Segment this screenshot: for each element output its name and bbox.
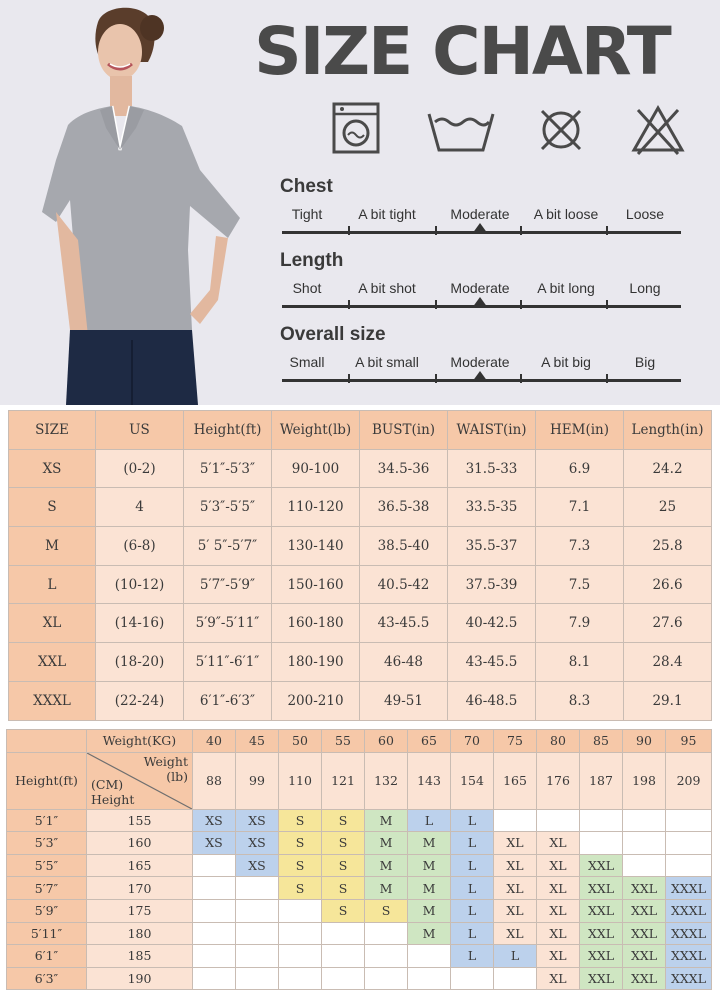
grid-kg-value: 40 xyxy=(193,730,236,753)
grid-kg-value: 80 xyxy=(537,730,580,753)
grid-kg-value: 75 xyxy=(494,730,537,753)
grid-kg-value: 85 xyxy=(580,730,623,753)
fit-scale-tick xyxy=(520,226,522,235)
size-table-row xyxy=(9,449,712,488)
grid-height-ft: 5′7″ xyxy=(7,877,87,900)
grid-size-cell: XL xyxy=(537,854,580,877)
grid-size-cell: S xyxy=(322,809,365,832)
fit-label: Tight xyxy=(291,206,323,222)
grid-size-cell: L xyxy=(451,809,494,832)
fit-label: A bit shot xyxy=(358,280,416,296)
fit-scale-chest xyxy=(280,174,685,236)
size-table-cell: 130-140 xyxy=(272,527,360,566)
size-table-row xyxy=(9,604,712,643)
size-table-cell: (10-12) xyxy=(96,565,184,604)
grid-kg-value: 90 xyxy=(623,730,666,753)
grid-row xyxy=(7,967,712,990)
grid-size-cell: S xyxy=(279,832,322,855)
grid-lb-value: 99 xyxy=(236,752,279,809)
fit-label: Long xyxy=(629,280,661,296)
grid-size-cell: M xyxy=(365,832,408,855)
grid-lb-value: 209 xyxy=(666,752,712,809)
fit-label: A bit small xyxy=(355,354,419,370)
grid-height-cm: 165 xyxy=(87,854,193,877)
grid-size-cell: S xyxy=(322,832,365,855)
grid-size-cell xyxy=(580,832,623,855)
fit-marker-triangle xyxy=(472,371,488,382)
grid-size-cell xyxy=(623,854,666,877)
grid-height-cm: 190 xyxy=(87,967,193,990)
fit-marker-triangle xyxy=(472,297,488,308)
grid-row xyxy=(7,945,712,968)
size-table-cell: 40.5-42 xyxy=(360,565,448,604)
size-table-cell: (14-16) xyxy=(96,604,184,643)
size-table-cell: 36.5-38 xyxy=(360,488,448,527)
size-table-cell: 5′1″-5′3″ xyxy=(184,449,272,488)
size-table-cell: 8.3 xyxy=(536,681,624,720)
grid-size-cell: XXL xyxy=(623,899,666,922)
fit-scale-bar xyxy=(280,348,685,384)
grid-size-cell: XXXL xyxy=(666,899,712,922)
grid-height-ft: 6′1″ xyxy=(7,945,87,968)
size-table-cell: 24.2 xyxy=(624,449,712,488)
grid-kg-row xyxy=(7,730,712,753)
grid-size-cell: M xyxy=(408,922,451,945)
size-table-cell: 5′9″-5′11″ xyxy=(184,604,272,643)
grid-row xyxy=(7,922,712,945)
grid-corner-wrap xyxy=(87,753,192,809)
grid-size-cell: XXL xyxy=(580,967,623,990)
grid-kg-value: 70 xyxy=(451,730,494,753)
size-table-cell: 27.6 xyxy=(624,604,712,643)
size-table-header-row xyxy=(9,411,712,450)
fit-label: Moderate xyxy=(450,280,510,296)
size-table-cell: 46-48.5 xyxy=(448,681,536,720)
grid-height-cm: 180 xyxy=(87,922,193,945)
size-table-cell: 7.5 xyxy=(536,565,624,604)
grid-size-cell: M xyxy=(408,877,451,900)
fit-heading: Overall size xyxy=(280,324,386,345)
grid-height-ft: 5′11″ xyxy=(7,922,87,945)
grid-size-cell: L xyxy=(451,854,494,877)
grid-size-cell: L xyxy=(451,899,494,922)
fit-scale-overall-size xyxy=(280,322,685,384)
grid-height-cm: 170 xyxy=(87,877,193,900)
size-table-cell: 25.8 xyxy=(624,527,712,566)
grid-size-cell: XXXL xyxy=(666,967,712,990)
size-table-cell: (18-20) xyxy=(96,643,184,682)
grid-size-cell: XXXL xyxy=(666,877,712,900)
size-table-cell: (0-2) xyxy=(96,449,184,488)
size-label-cell: XXL xyxy=(9,643,96,682)
size-table-row xyxy=(9,565,712,604)
fit-label: A bit tight xyxy=(358,206,416,222)
fit-label: Small xyxy=(289,354,325,370)
size-label-cell: XXXL xyxy=(9,681,96,720)
grid-lb-value: 110 xyxy=(279,752,322,809)
grid-size-cell: XL xyxy=(537,967,580,990)
grid-height-cm: 185 xyxy=(87,945,193,968)
grid-size-cell xyxy=(537,809,580,832)
grid-size-cell: XS xyxy=(236,854,279,877)
size-table-cell: 34.5-36 xyxy=(360,449,448,488)
grid-size-cell xyxy=(322,967,365,990)
grid-size-cell: L xyxy=(408,809,451,832)
hand-wash-icon xyxy=(425,100,497,156)
fit-scale-bar xyxy=(280,200,685,236)
machine-wash-icon xyxy=(330,100,382,156)
grid-size-cell: XS xyxy=(236,809,279,832)
grid-height-ft: 5′3″ xyxy=(7,832,87,855)
grid-size-cell: XXXL xyxy=(666,922,712,945)
grid-size-cell xyxy=(236,967,279,990)
grid-height-ft: 5′5″ xyxy=(7,854,87,877)
grid-size-cell: L xyxy=(451,922,494,945)
care-icons xyxy=(0,100,720,160)
size-table-cell: 150-160 xyxy=(272,565,360,604)
grid-size-cell xyxy=(666,809,712,832)
fit-label: A bit big xyxy=(541,354,591,370)
size-table-header: Length(in) xyxy=(624,411,712,450)
size-table-row xyxy=(9,643,712,682)
grid-size-cell: XXL xyxy=(580,854,623,877)
grid-size-cell: XL xyxy=(537,899,580,922)
size-table-header: BUST(in) xyxy=(360,411,448,450)
grid-size-cell: S xyxy=(279,877,322,900)
size-chart-header xyxy=(0,0,720,405)
grid-height-cm: 160 xyxy=(87,832,193,855)
size-table-cell: (6-8) xyxy=(96,527,184,566)
size-table-row xyxy=(9,527,712,566)
grid-size-cell xyxy=(236,922,279,945)
fit-scale-tick xyxy=(348,226,350,235)
size-table-cell: 4 xyxy=(96,488,184,527)
grid-size-cell: S xyxy=(279,854,322,877)
grid-height-cm: 155 xyxy=(87,809,193,832)
size-table-cell: 180-190 xyxy=(272,643,360,682)
grid-size-cell xyxy=(451,967,494,990)
size-table-cell: 35.5-37 xyxy=(448,527,536,566)
fit-label: Shot xyxy=(292,280,322,296)
grid-size-cell: XS xyxy=(193,832,236,855)
size-label-cell: S xyxy=(9,488,96,527)
grid-size-cell: M xyxy=(365,809,408,832)
grid-lb-value: 88 xyxy=(193,752,236,809)
grid-size-cell xyxy=(408,967,451,990)
grid-size-cell xyxy=(623,832,666,855)
grid-size-cell xyxy=(279,899,322,922)
size-table-cell: 33.5-35 xyxy=(448,488,536,527)
size-table-cell: 43-45.5 xyxy=(360,604,448,643)
grid-kg-value: 60 xyxy=(365,730,408,753)
grid-size-cell: M xyxy=(408,899,451,922)
fit-scale-tick xyxy=(520,300,522,309)
grid-size-cell: XS xyxy=(193,809,236,832)
do-not-bleach-icon xyxy=(630,100,686,156)
grid-size-cell xyxy=(408,945,451,968)
page-title: SIZE CHART xyxy=(254,13,670,90)
grid-size-cell: S xyxy=(279,809,322,832)
grid-size-cell xyxy=(193,877,236,900)
size-table-cell: 90-100 xyxy=(272,449,360,488)
grid-size-cell: L xyxy=(494,945,537,968)
grid-size-cell: XXL xyxy=(623,945,666,968)
grid-size-cell: XL xyxy=(537,945,580,968)
grid-size-cell: XL xyxy=(494,899,537,922)
grid-size-cell: XS xyxy=(236,832,279,855)
grid-size-cell: XL xyxy=(494,832,537,855)
size-table-cell: 7.9 xyxy=(536,604,624,643)
size-table-header: SIZE xyxy=(9,411,96,450)
grid-size-cell: M xyxy=(365,877,408,900)
size-table-cell: 31.5-33 xyxy=(448,449,536,488)
grid-lb-value: 187 xyxy=(580,752,623,809)
fit-scale-tick xyxy=(348,300,350,309)
grid-lb-value: 143 xyxy=(408,752,451,809)
size-table-cell: 49-51 xyxy=(360,681,448,720)
size-table-cell: 26.6 xyxy=(624,565,712,604)
grid-row xyxy=(7,832,712,855)
grid-size-cell: XXL xyxy=(623,922,666,945)
size-table-cell: 40-42.5 xyxy=(448,604,536,643)
size-label-cell: M xyxy=(9,527,96,566)
grid-header-corner xyxy=(87,752,193,809)
size-table-cell: 37.5-39 xyxy=(448,565,536,604)
grid-size-cell xyxy=(236,899,279,922)
grid-row xyxy=(7,899,712,922)
fit-label: Moderate xyxy=(450,354,510,370)
size-label-cell: XL xyxy=(9,604,96,643)
fit-scale-tick xyxy=(606,374,608,383)
fit-heading: Chest xyxy=(280,176,333,197)
grid-size-cell: XL xyxy=(494,922,537,945)
grid-size-cell xyxy=(322,945,365,968)
fit-heading: Length xyxy=(280,250,344,271)
grid-size-cell xyxy=(494,967,537,990)
grid-weight-kg-label: Weight(KG) xyxy=(87,730,193,753)
grid-size-cell: L xyxy=(451,945,494,968)
grid-size-cell: XL xyxy=(537,922,580,945)
grid-size-cell xyxy=(279,967,322,990)
grid-size-cell xyxy=(193,854,236,877)
grid-size-cell: XXL xyxy=(580,922,623,945)
grid-size-cell: XXL xyxy=(580,899,623,922)
grid-row xyxy=(7,809,712,832)
size-table-cell: 5′3″-5′5″ xyxy=(184,488,272,527)
grid-size-cell xyxy=(279,922,322,945)
size-table-cell: 7.1 xyxy=(536,488,624,527)
fit-scale-tick xyxy=(435,300,437,309)
grid-height-ft-label: Height(ft) xyxy=(7,752,87,809)
grid-size-cell: XL xyxy=(494,854,537,877)
fit-scale-tick xyxy=(606,226,608,235)
fit-scale-bar xyxy=(280,274,685,310)
grid-size-cell xyxy=(279,945,322,968)
size-table-header: WAIST(in) xyxy=(448,411,536,450)
grid-height-ft: 5′9″ xyxy=(7,899,87,922)
grid-size-cell xyxy=(494,809,537,832)
size-table-cell: 28.4 xyxy=(624,643,712,682)
grid-height-cm: 175 xyxy=(87,899,193,922)
grid-size-cell xyxy=(666,854,712,877)
size-table-cell: 6′1″-6′3″ xyxy=(184,681,272,720)
size-table-cell: 160-180 xyxy=(272,604,360,643)
size-table-cell: 6.9 xyxy=(536,449,624,488)
grid-size-cell xyxy=(193,899,236,922)
grid-size-cell: L xyxy=(451,877,494,900)
grid-size-cell: S xyxy=(322,877,365,900)
size-table-cell: 8.1 xyxy=(536,643,624,682)
grid-size-cell: XL xyxy=(537,832,580,855)
size-table-cell: 5′11″-6′1″ xyxy=(184,643,272,682)
grid-size-cell xyxy=(193,967,236,990)
size-table-row xyxy=(9,681,712,720)
fit-label: Big xyxy=(634,354,656,370)
grid-height-cm-label: (CM) Height xyxy=(91,776,135,807)
size-table-cell: 29.1 xyxy=(624,681,712,720)
grid-size-cell xyxy=(322,922,365,945)
grid-size-cell xyxy=(193,922,236,945)
grid-size-cell xyxy=(236,945,279,968)
grid-size-cell: S xyxy=(365,899,408,922)
size-label-cell: XS xyxy=(9,449,96,488)
grid-kg-value: 65 xyxy=(408,730,451,753)
grid-lb-value: 165 xyxy=(494,752,537,809)
grid-kg-value: 55 xyxy=(322,730,365,753)
grid-corner-blank xyxy=(7,730,87,753)
size-label-cell: L xyxy=(9,565,96,604)
fit-scale-length xyxy=(280,248,685,310)
grid-size-cell: S xyxy=(322,854,365,877)
size-table-cell: 38.5-40 xyxy=(360,527,448,566)
fit-scale-tick xyxy=(348,374,350,383)
grid-size-cell xyxy=(193,945,236,968)
grid-size-cell xyxy=(365,967,408,990)
grid-size-cell xyxy=(365,922,408,945)
size-table-cell: (22-24) xyxy=(96,681,184,720)
size-table-header: US xyxy=(96,411,184,450)
grid-lb-value: 176 xyxy=(537,752,580,809)
grid-size-cell: XXL xyxy=(580,945,623,968)
grid-size-cell xyxy=(365,945,408,968)
grid-size-cell xyxy=(236,877,279,900)
grid-row xyxy=(7,854,712,877)
grid-height-ft: 6′3″ xyxy=(7,967,87,990)
size-table-cell: 110-120 xyxy=(272,488,360,527)
grid-size-cell: XXL xyxy=(580,877,623,900)
fit-label: Moderate xyxy=(450,206,510,222)
grid-kg-value: 95 xyxy=(666,730,712,753)
fit-label: Loose xyxy=(625,206,665,222)
grid-size-cell: XXXL xyxy=(666,945,712,968)
grid-weight-lb-label: Weight (lb) xyxy=(143,753,188,784)
size-table-row xyxy=(9,488,712,527)
size-table-cell: 7.3 xyxy=(536,527,624,566)
grid-size-cell: M xyxy=(365,854,408,877)
size-table-cell: 5′7″-5′9″ xyxy=(184,565,272,604)
grid-size-cell: L xyxy=(451,832,494,855)
size-table-cell: 200-210 xyxy=(272,681,360,720)
fit-label: A bit loose xyxy=(533,206,599,222)
grid-size-cell: XL xyxy=(494,877,537,900)
grid-row xyxy=(7,877,712,900)
fit-label: A bit long xyxy=(537,280,595,296)
grid-lb-value: 154 xyxy=(451,752,494,809)
grid-lb-value: 132 xyxy=(365,752,408,809)
grid-size-cell xyxy=(580,809,623,832)
size-table-header: Weight(lb) xyxy=(272,411,360,450)
grid-size-cell: M xyxy=(408,832,451,855)
size-table-header: HEM(in) xyxy=(536,411,624,450)
size-table-cell: 5′ 5″-5′7″ xyxy=(184,527,272,566)
size-measurement-table xyxy=(8,410,712,721)
size-table-header: Height(ft) xyxy=(184,411,272,450)
height-weight-size-grid xyxy=(6,729,712,990)
size-table-cell: 46-48 xyxy=(360,643,448,682)
fit-scale-tick xyxy=(435,226,437,235)
grid-size-cell xyxy=(623,809,666,832)
grid-size-cell: S xyxy=(322,899,365,922)
grid-size-cell: M xyxy=(408,854,451,877)
fit-marker-triangle xyxy=(472,223,488,234)
fit-scale-tick xyxy=(435,374,437,383)
grid-size-cell: XXL xyxy=(623,967,666,990)
size-table-cell: 43-45.5 xyxy=(448,643,536,682)
grid-size-cell: XL xyxy=(537,877,580,900)
fit-scale-tick xyxy=(520,374,522,383)
grid-height-ft: 5′1″ xyxy=(7,809,87,832)
grid-size-cell xyxy=(666,832,712,855)
grid-lb-value: 121 xyxy=(322,752,365,809)
fit-scale-tick xyxy=(606,300,608,309)
grid-lb-row xyxy=(7,752,712,809)
do-not-tumble-dry-icon xyxy=(536,100,586,156)
grid-size-cell: XXL xyxy=(623,877,666,900)
grid-lb-value: 198 xyxy=(623,752,666,809)
grid-kg-value: 50 xyxy=(279,730,322,753)
size-table-cell: 25 xyxy=(624,488,712,527)
grid-kg-value: 45 xyxy=(236,730,279,753)
